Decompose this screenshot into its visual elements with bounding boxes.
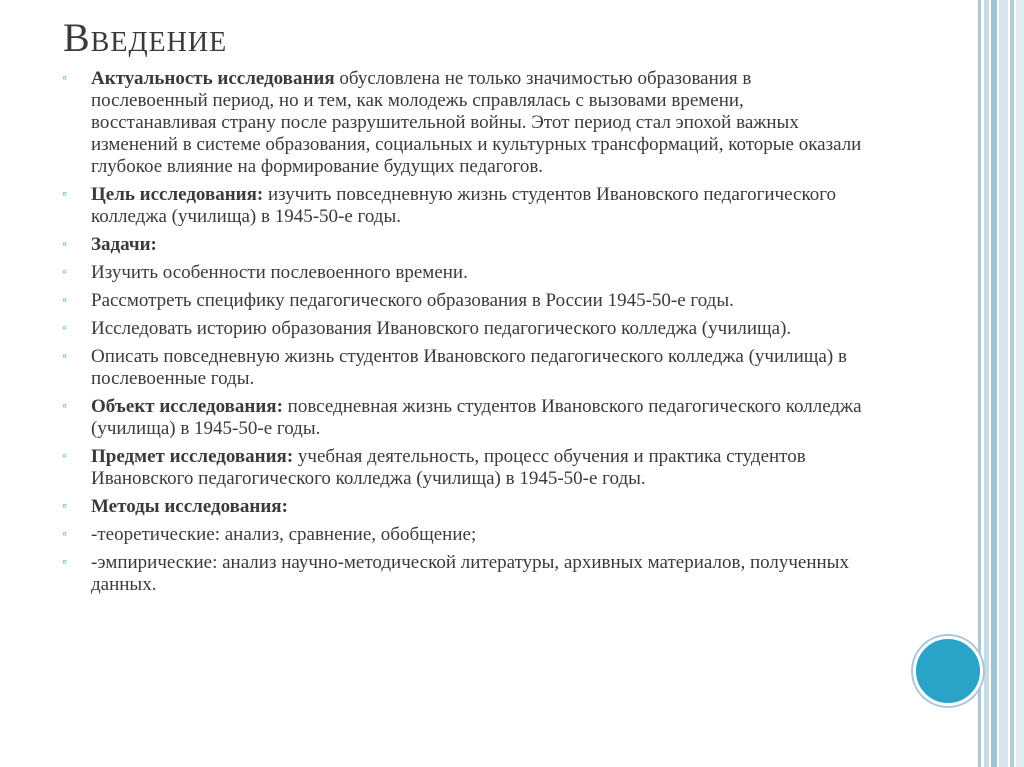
list-item <box>58 446 868 490</box>
item-text: повседневная жизнь студентов Ивановского педагогического колледжа (училища) в 1945-50-е годы. <box>91 396 862 439</box>
bullet-icon <box>62 236 67 254</box>
list-item <box>58 552 868 596</box>
list-item <box>58 496 868 518</box>
list-item <box>58 524 868 546</box>
bullet-icon <box>62 498 67 516</box>
list-item <box>58 396 868 440</box>
item-text: учебная деятельность, процесс обучения и практика студентов Ивановского педагогического колледжа (училища) в 1945-50-е годы. <box>91 446 806 489</box>
decor-stripe <box>1016 0 1024 767</box>
bullet-icon <box>62 526 67 544</box>
bullet-icon <box>62 264 67 282</box>
bullet-icon <box>62 320 67 338</box>
list-item <box>58 68 868 178</box>
item-heading: Методы исследования: <box>91 496 288 517</box>
bullet-icon <box>62 398 67 416</box>
item-text: Исследовать историю образования Ивановского педагогического колледжа (училища). <box>91 318 792 339</box>
list-item <box>58 184 868 228</box>
decor-stripe <box>1010 0 1014 767</box>
item-text: Рассмотреть специфику педагогического образования в России 1945-50-е годы. <box>91 290 734 311</box>
item-heading: Задачи: <box>91 234 157 255</box>
bullet-icon <box>62 348 67 366</box>
item-text: -теоретические: анализ, сравнение, обобщение; <box>91 524 477 545</box>
item-heading: Актуальность исследования <box>91 68 335 89</box>
bullet-list <box>58 68 868 602</box>
list-item <box>58 346 868 390</box>
list-item <box>58 234 868 256</box>
item-text: изучить повседневную жизнь студентов Ивановского педагогического колледжа (училища) в 1945-50-е годы. <box>91 184 837 227</box>
bullet-icon <box>62 186 67 204</box>
list-item <box>58 290 868 312</box>
decor-circle <box>913 636 983 706</box>
list-item <box>58 318 868 340</box>
item-text: -эмпирические: анализ научно-методической литературы, архивных материалов, полученных данных. <box>91 552 849 595</box>
decor-stripe <box>991 0 997 767</box>
bullet-icon <box>62 554 67 572</box>
bullet-icon <box>62 70 67 88</box>
item-text: обусловлена не только значимостью образования в послевоенный период, но и тем, как молодежь справлялась с вызовами времени, восстанавливая страну после разрушительной войны. Этот период стал эпохой важных изменений в системе образования, социальных и культурных трансформаций, которые оказали глубокое влияние на формирование будущих педагогов. <box>91 68 862 177</box>
list-item <box>58 262 868 284</box>
bullet-icon <box>62 448 67 466</box>
decor-stripe <box>978 0 981 767</box>
slide-title: Введение <box>63 15 228 60</box>
item-heading: Объект исследования: <box>91 396 283 417</box>
decor-stripe <box>999 0 1008 767</box>
item-text: Изучить особенности послевоенного времени. <box>91 262 468 283</box>
item-text: Описать повседневную жизнь студентов Ивановского педагогического колледжа (училища) в послевоенные годы. <box>91 346 847 389</box>
bullet-icon <box>62 292 67 310</box>
decor-stripe <box>984 0 989 767</box>
item-heading: Цель исследования: <box>91 184 264 205</box>
item-heading: Предмет исследования: <box>91 446 294 467</box>
